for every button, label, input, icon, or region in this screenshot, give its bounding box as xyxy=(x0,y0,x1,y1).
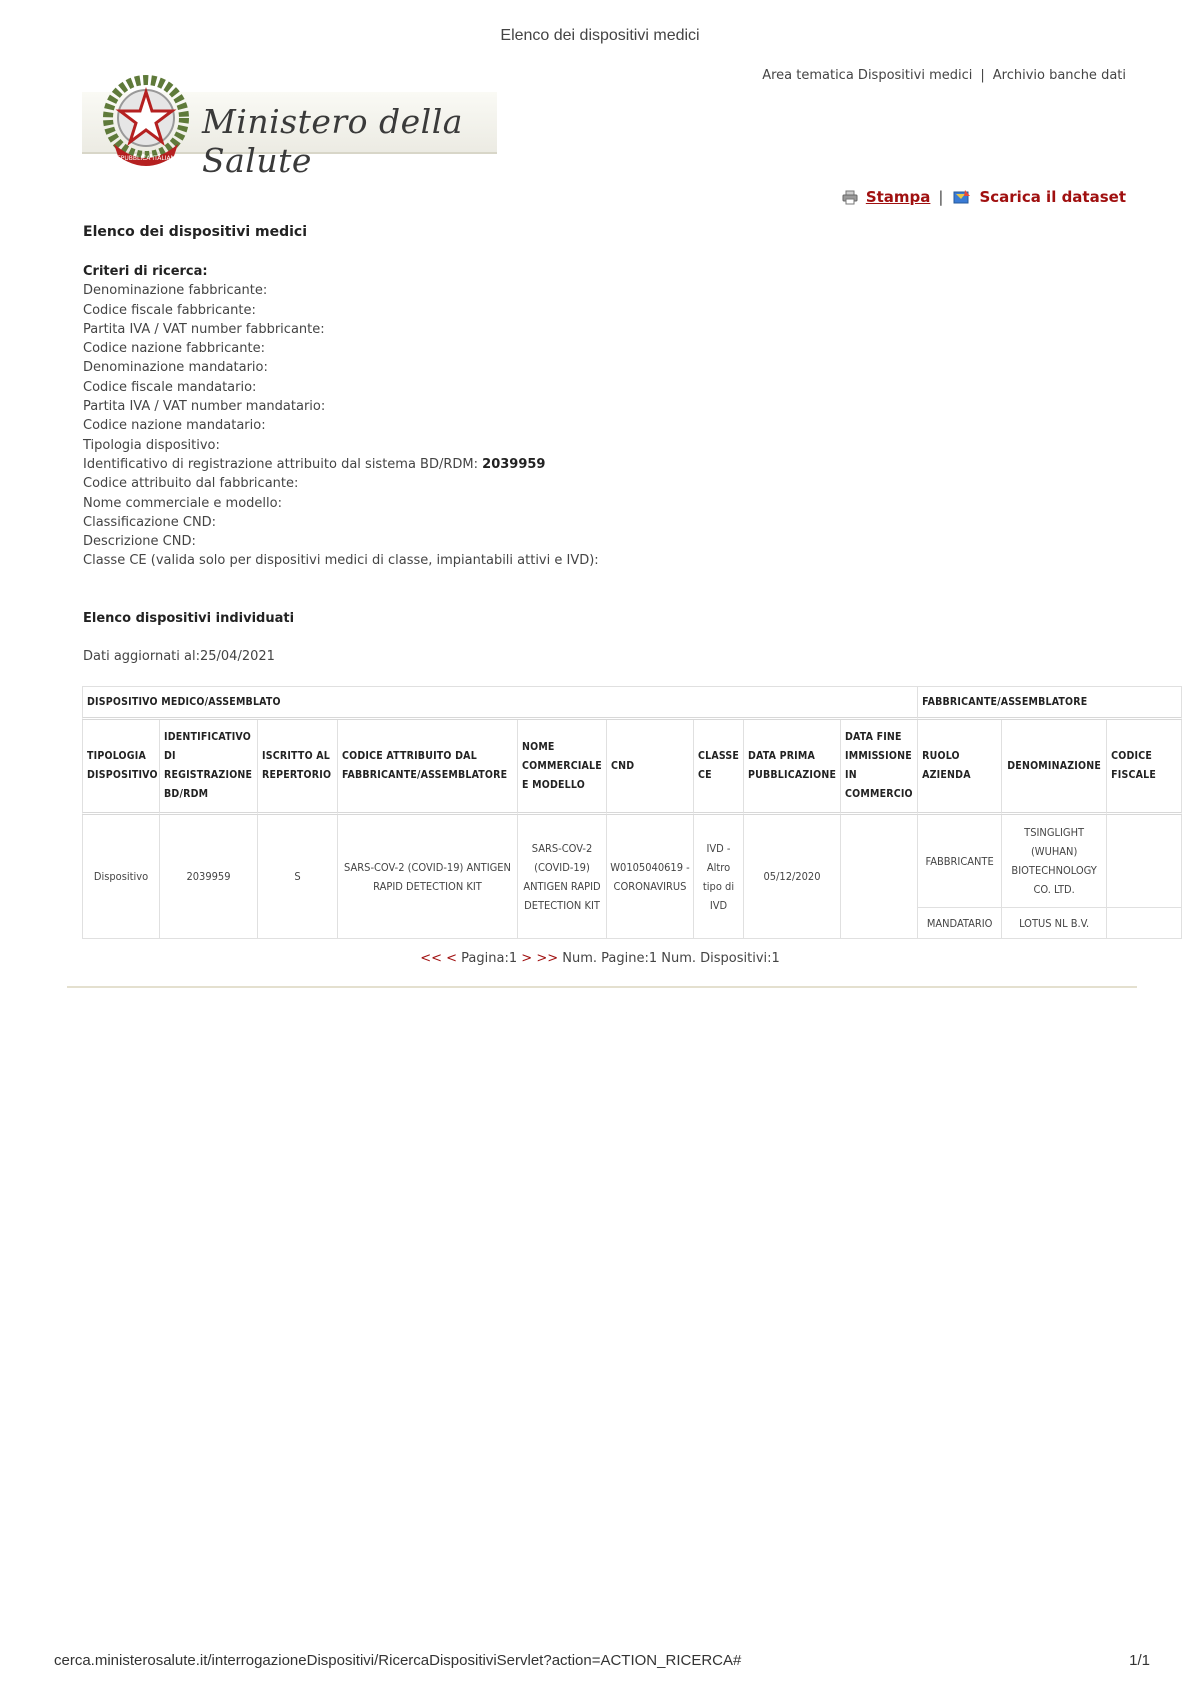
col-header-data-fine: DATA FINE IMMISSIONE IN COMMERCIO xyxy=(841,720,918,815)
logo-wordmark: Ministero della Salute xyxy=(202,102,463,180)
link-archivio-banche-dati[interactable]: Archivio banche dati xyxy=(992,68,1126,83)
criterion-label: Classe CE (valida solo per dispositivi medici di classe, impiantabili attivi e IVD): xyxy=(83,553,599,569)
results-table xyxy=(82,686,1182,939)
criterion-label: Tipologia dispositivo: xyxy=(83,437,220,453)
cell-codice-fiscale xyxy=(1107,815,1182,908)
page-heading: Elenco dei dispositivi medici xyxy=(83,224,308,240)
results-heading: Elenco dispositivi individuati xyxy=(83,611,295,626)
pagination-num-pages: Num. Pagine:1 xyxy=(562,951,658,966)
criterion xyxy=(83,416,599,435)
results-table-container xyxy=(82,686,1157,930)
top-links xyxy=(762,68,1126,83)
col-header-denominazione: DENOMINAZIONE xyxy=(1002,720,1107,815)
print-footer-url: cerca.ministerosalute.it/interrogazioneDispositivi/RicercaDispositiviServlet?action=ACTION_RICERCA# xyxy=(54,1652,742,1669)
col-header-tipologia: TIPOLOGIA DISPOSITIVO xyxy=(82,720,160,815)
table-group-header-row xyxy=(82,686,1182,720)
criterion xyxy=(83,320,599,339)
bottom-divider xyxy=(67,986,1137,988)
cell-codice-fiscale xyxy=(1107,908,1182,939)
criterion-label: Identificativo di registrazione attribuito dal sistema BD/RDM: xyxy=(83,456,479,472)
pagination-prev[interactable]: < xyxy=(446,951,458,966)
criterion-label: Codice nazione mandatario: xyxy=(83,418,266,434)
criterion xyxy=(83,378,599,397)
criterion-label: Denominazione fabbricante: xyxy=(83,283,268,299)
criterion xyxy=(83,532,599,551)
cell-data-fine xyxy=(841,815,918,939)
cell-data-pubblicazione: 05/12/2020 xyxy=(744,815,841,939)
cell-codice-attribuito: SARS-COV-2 (COVID-19) ANTIGEN RAPID DETECTION KIT xyxy=(338,815,518,939)
actions-separator: | xyxy=(938,188,944,206)
cell-denominazione: LOTUS NL B.V. xyxy=(1002,908,1107,939)
italian-emblem-icon xyxy=(100,72,192,172)
col-header-identificativo: IDENTIFICATIVO DI REGISTRAZIONE BD/RDM xyxy=(160,720,258,815)
pagination-next[interactable]: > xyxy=(521,951,533,966)
ministry-logo[interactable] xyxy=(82,70,497,180)
group-header-device: DISPOSITIVO MEDICO/ASSEMBLATO xyxy=(82,686,918,720)
criterion xyxy=(83,513,599,532)
col-header-data-pubblicazione: DATA PRIMA PUBBLICAZIONE xyxy=(744,720,841,815)
criterion-label: Classificazione CND: xyxy=(83,514,217,530)
link-area-tematica[interactable]: Area tematica Dispositivi medici xyxy=(762,68,973,83)
criterion-label: Nome commerciale e modello: xyxy=(83,495,282,511)
criterion xyxy=(83,339,599,358)
criterion xyxy=(83,551,599,570)
col-header-iscritto: ISCRITTO AL REPERTORIO xyxy=(258,720,338,815)
criterion-label: Denominazione mandatario: xyxy=(83,360,268,376)
data-updated-date: Dati aggiornati al:25/04/2021 xyxy=(83,649,275,664)
criterion xyxy=(83,358,599,377)
print-footer-page-number: 1/1 xyxy=(1129,1652,1150,1669)
criterion xyxy=(83,301,599,320)
cell-ruolo: MANDATARIO xyxy=(918,908,1002,939)
criterion-label: Partita IVA / VAT number mandatario: xyxy=(83,399,326,415)
criterion xyxy=(83,455,599,474)
cell-ruolo: FABBRICANTE xyxy=(918,815,1002,908)
group-header-manufacturer: FABBRICANTE/ASSEMBLATORE xyxy=(918,686,1182,720)
criterion-label: Descrizione CND: xyxy=(83,534,196,550)
criterion xyxy=(83,494,599,513)
cell-identificativo: 2039959 xyxy=(160,815,258,939)
download-dataset-icon[interactable] xyxy=(953,190,971,205)
cell-tipologia: Dispositivo xyxy=(82,815,160,939)
pagination xyxy=(0,951,1200,966)
criterion-label: Codice fiscale fabbricante: xyxy=(83,302,256,318)
action-bar xyxy=(842,188,1126,206)
print-link[interactable]: Stampa xyxy=(865,188,931,206)
criterion xyxy=(83,397,599,416)
criterion xyxy=(83,436,599,455)
cell-iscritto: S xyxy=(258,815,338,939)
cell-classe-ce: IVD - Altro tipo di IVD xyxy=(694,815,744,939)
criteria-title: Criteri di ricerca: xyxy=(83,264,208,279)
criterion xyxy=(83,474,599,493)
col-header-ruolo: RUOLO AZIENDA xyxy=(918,720,1002,815)
emblem-ribbon-text: REPUBBLICA ITALIANA xyxy=(112,155,180,162)
col-header-codice-fiscale: CODICE FISCALE xyxy=(1107,720,1182,815)
col-header-nome-commerciale: NOME COMMERCIALE E MODELLO xyxy=(518,720,607,815)
table-row xyxy=(82,815,1182,908)
table-header-row xyxy=(82,720,1182,815)
link-separator: | xyxy=(980,68,985,83)
download-dataset-link[interactable]: Scarica il dataset xyxy=(979,188,1126,206)
criterion-label: Partita IVA / VAT number fabbricante: xyxy=(83,321,325,337)
col-header-classe-ce: CLASSE CE xyxy=(694,720,744,815)
printer-icon[interactable] xyxy=(842,190,858,205)
cell-nome-commerciale: SARS-COV-2 (COVID-19) ANTIGEN RAPID DETECTION KIT xyxy=(518,815,607,939)
criterion-label: Codice nazione fabbricante: xyxy=(83,341,265,357)
pagination-first[interactable]: << xyxy=(420,951,442,966)
criterion-label: Codice fiscale mandatario: xyxy=(83,379,257,395)
criterion-label: Codice attribuito dal fabbricante: xyxy=(83,476,299,492)
print-header-title: Elenco dei dispositivi medici xyxy=(500,27,700,44)
pagination-last[interactable]: >> xyxy=(536,951,559,966)
col-header-codice-attribuito: CODICE ATTRIBUITO DAL FABBRICANTE/ASSEMBLATORE xyxy=(338,720,518,815)
col-header-cnd: CND xyxy=(607,720,694,815)
cell-cnd: W0105040619 - CORONAVIRUS xyxy=(607,815,694,939)
pagination-current-page: Pagina:1 xyxy=(461,951,518,966)
criterion-value: 2039959 xyxy=(482,456,546,472)
cell-denominazione: TSINGLIGHT (WUHAN) BIOTECHNOLOGY CO. LTD. xyxy=(1002,815,1107,908)
pagination-num-devices: Num. Dispositivi:1 xyxy=(661,951,780,966)
search-criteria xyxy=(83,262,599,571)
criterion xyxy=(83,281,599,300)
